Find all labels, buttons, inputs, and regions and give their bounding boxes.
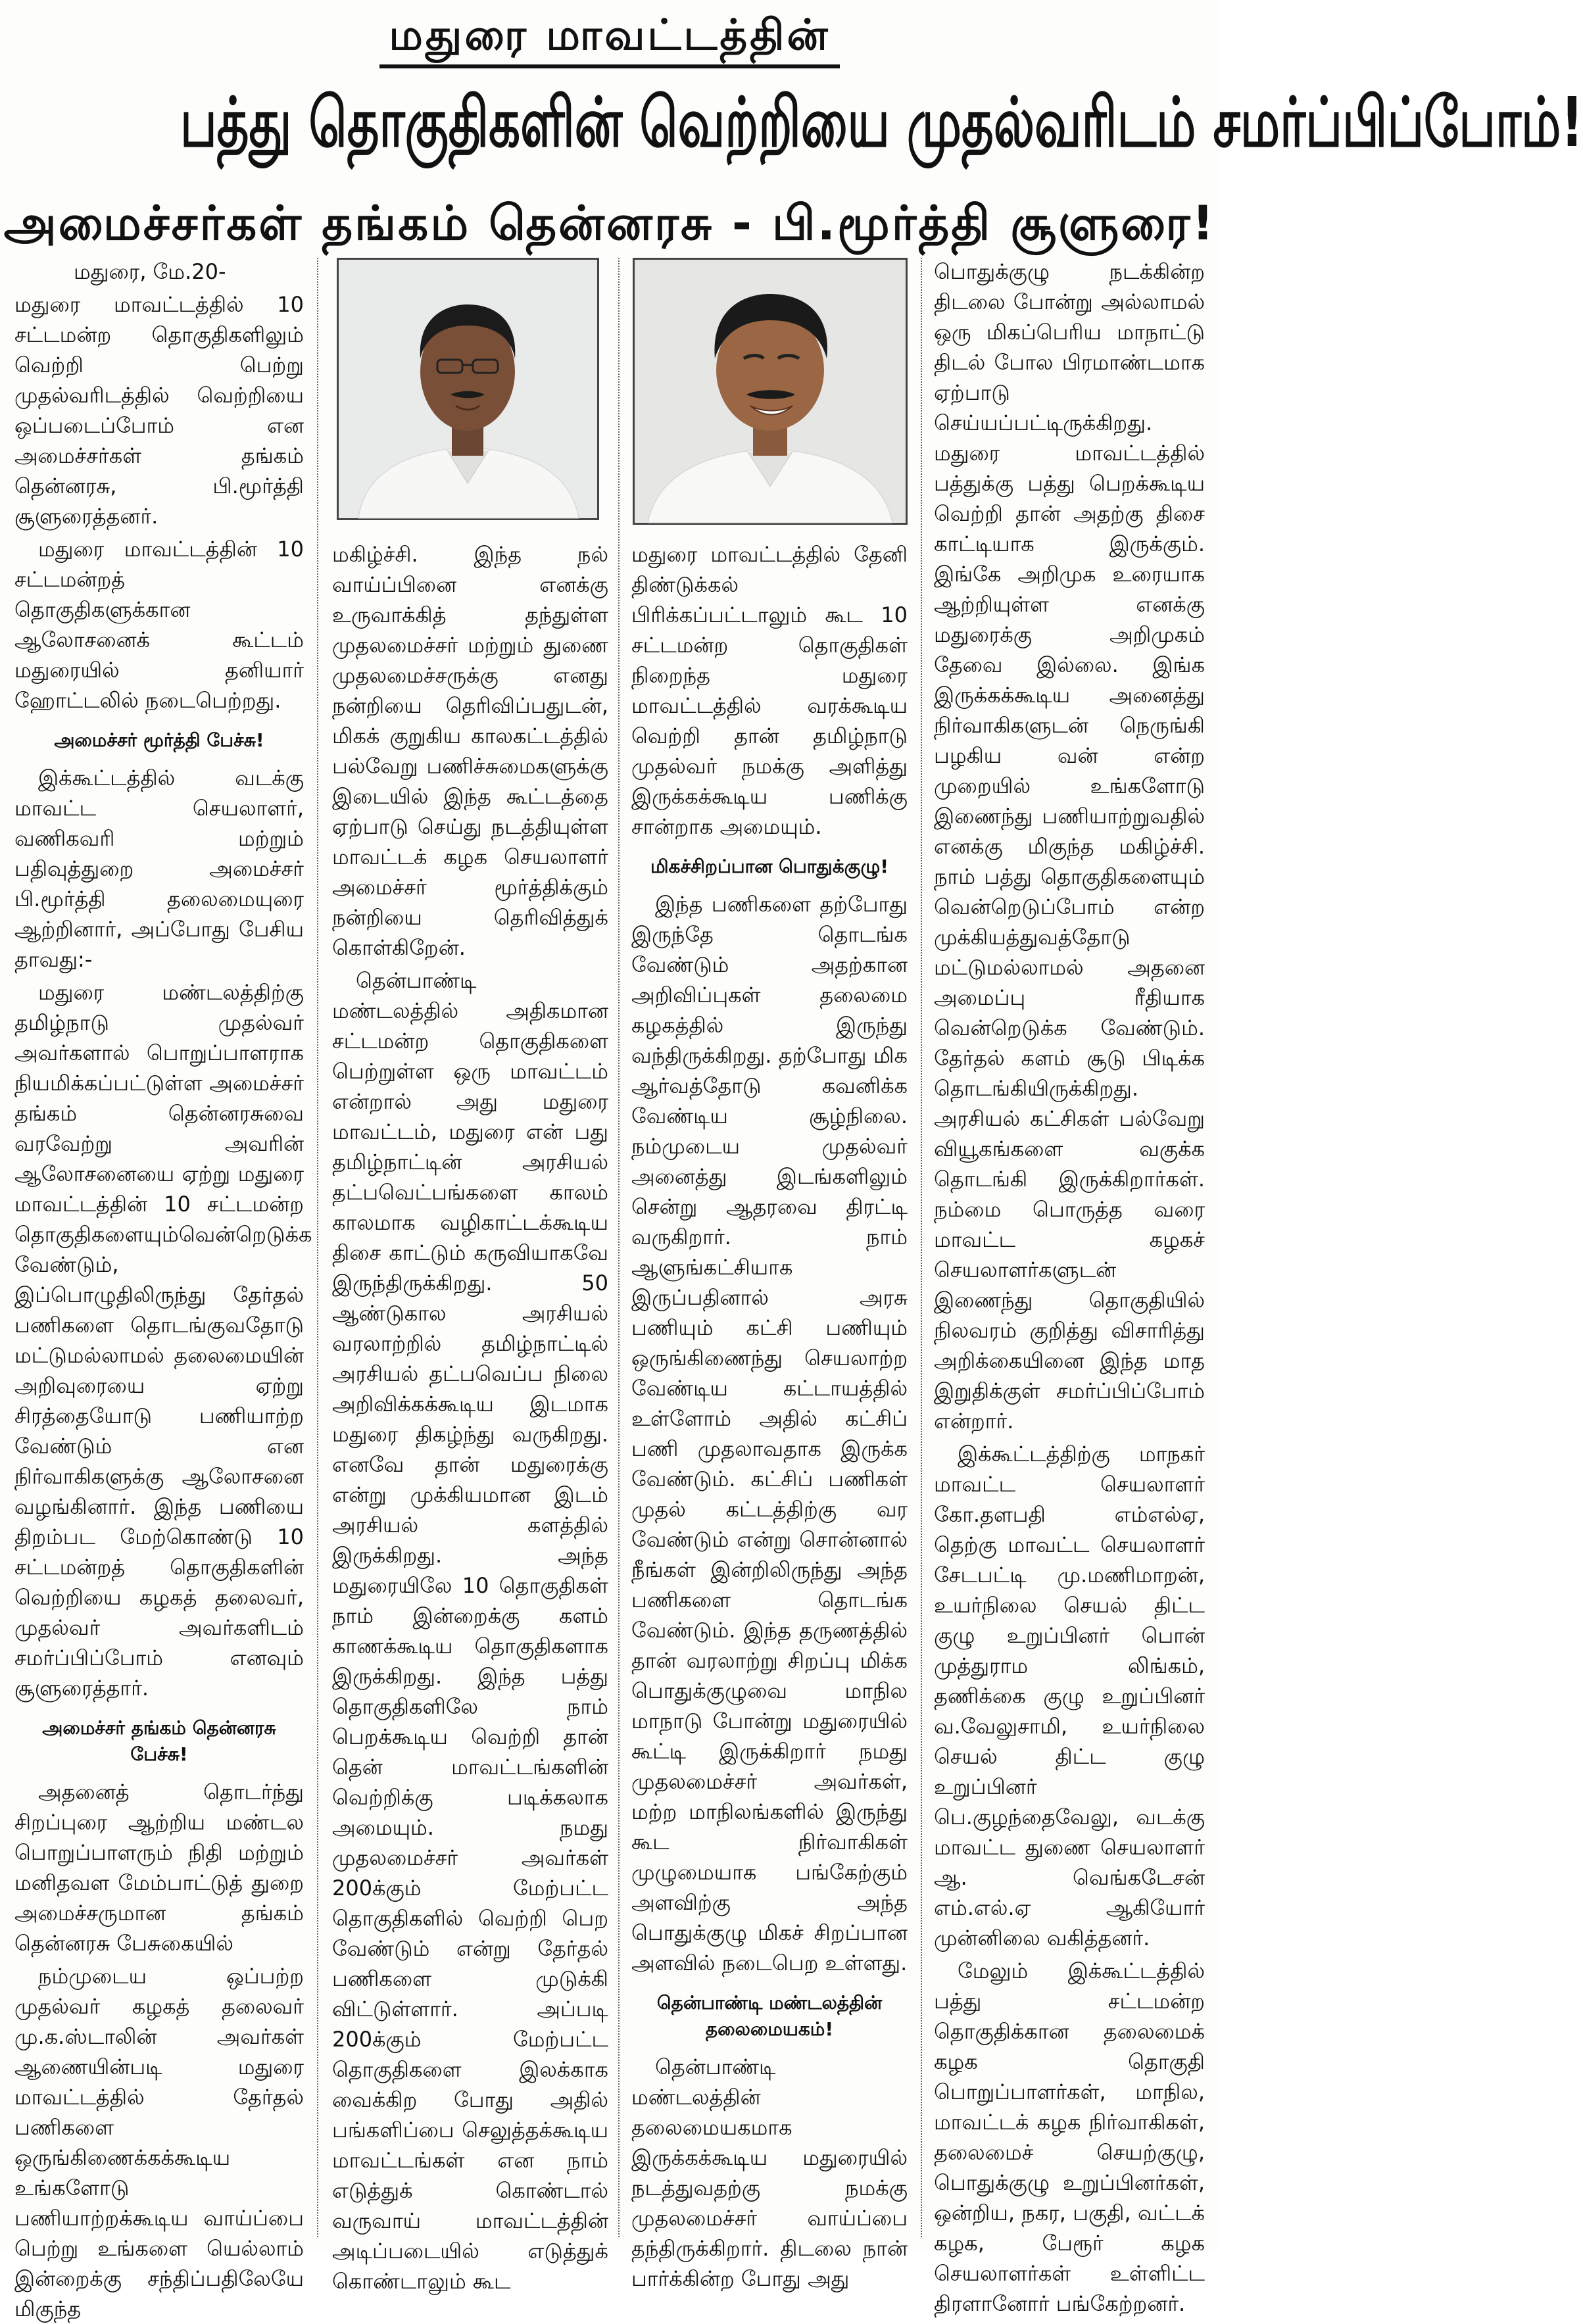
- subheadline: அமைச்சர்கள் தங்கம் தென்னரசு - பி.மூர்த்தி சூளுரை!: [3, 195, 1216, 251]
- paragraph: மதுரை மண்டலத்திற்கு தமிழ்நாடு முதல்வர் அவர்களால் பொறுப்பாளராக நியமிக்கப்பட்டுள்ள அமைச்சர் தங்கம் தென்னரசுவை வரவேற்று அவரின் ஆலோசனையை ஏற்று மதுரை மாவட்டத்தின் 10 சட்டமன்ற தொகுதிகளையும்வென்றெடுக்க வேண்டும், இப்பொழுதிலிருந்து தேர்தல் பணிகளை தொடங்குவதோடு மட்டுமல்லாமல் தலைமையின் அறிவுரையை ஏற்று சிரத்தையோடு பணியாற்ற வேண்டும் என நிர்வாகிகளுக்கு ஆலோசனை வழங்கினார். இந்த பணியை திறம்பட மேற்கொண்டு 10 சட்டமன்றத் தொகுதிகளின் வெற்றியை கழகத் தலைவர், முதல்வர் அவர்களிடம் சமர்ப்பிப்போம் எனவும் சூளுரைத்தார்.: [14, 980, 312, 1701]
- article-column-3: [631, 539, 908, 2291]
- paragraph: மகிழ்ச்சி. இந்த நல் வாய்ப்பினை எனக்கு உருவாக்கித் தந்துள்ள முதலமைச்சர் மற்றும் துணை முதலமைச்சருக்கு எனது நன்றியை தெரிவிப்பதுடன், மிகக் குறுகிய காலகட்டத்தில் பல்வேறு பணிச்சுமைகளுக்கு இடையில் இந்த கூட்டத்தை ஏற்பாடு செய்து நடத்தியுள்ள மாவட்டக் கழக செயலாளர் அமைச்சர் மூர்த்திக்கும் நன்றியை தெரிவித்துக் கொள்கிறேன்.: [332, 542, 608, 960]
- section-heading: அமைச்சர் மூர்த்தி பேச்சு!: [54, 729, 264, 751]
- paragraph: அதனைத் தொடர்ந்து சிறப்புரை ஆற்றிய மண்டல பொறுப்பாளரும் நிதி மற்றும் மனிதவள மேம்பாட்டுத் துறை அமைச்சருமான தங்கம் தென்னரசு பேசுகையில்: [14, 1779, 304, 1956]
- paragraph: மதுரை மாவட்டத்தின் 10 சட்டமன்றத் தொகுதிகளுக்கான ஆலோசனைக் கூட்டம் மதுரையில் தனியார் ஹோட்டலில் நடைபெற்றது.: [14, 537, 304, 713]
- kicker-wrap: [0, 12, 1219, 68]
- paragraph: இக்கூட்டத்தில் வடக்கு மாவட்ட செயலாளர், வணிகவரி மற்றும் பதிவுத்துறை அமைச்சர் பி.மூர்த்தி தலைமையுரை ஆற்றினார், அப்போது பேசிய தாவது:-: [14, 765, 304, 972]
- article-column-1: [14, 256, 312, 2321]
- paragraph: தென்பாண்டி மண்டலத்தில் அதிகமான சட்டமன்ற தொகுதிகளை பெற்றுள்ள ஒரு மாவட்டம் என்றால் அது மதுரை மாவட்டம், மதுரை என் பது தமிழ்நாட்டின் அரசியல் தட்பவெட்பங்களை காலம் காலமாக வழிகாட்டக்கூடிய திசை காட்டும் கருவியாகவே இருந்திருக்கிறது. 50 ஆண்டுகால அரசியல் வரலாற்றில் தமிழ்நாட்டில் அரசியல் தட்பவெப்ப நிலை அறிவிக்கக்கூடிய இடமாக மதுரை திகழ்ந்து வருகிறது. எனவே தான் மதுரைக்கு என்று முக்கியமான இடம் அரசியல் களத்தில் இருக்கிறது. அந்த மதுரையிலே 10 தொகுதிகள் நாம் இன்றைக்கு களம் காணக்கூடிய தொகுதிகளாக இருக்கிறது. இந்த பத்து தொகுதிகளிலே நாம் பெறக்கூடிய வெற்றி தான் தென் மாவட்டங்களின் வெற்றிக்கு படிக்கலாக அமையும். நமது முதலமைச்சர் அவர்கள் 200க்கும் மேற்பட்ட தொகுதிகளில் வெற்றி பெற வேண்டும் என்று தேர்தல் பணிகளை முடுக்கி விட்டுள்ளார். அப்படி 200க்கும் மேற்பட்ட தொகுதிகளை இலக்காக வைக்கிற போது அதில் பங்களிப்பை செலுத்தக்கூடிய மாவட்டங்கள் என நாம் எடுத்துக் கொண்டால் வருவாய் மாவட்டத்தின் அடிப்படையில் எடுத்துக் கொண்டாலும் கூட: [332, 968, 608, 2294]
- column-divider: [921, 258, 922, 2237]
- section-heading: அமைச்சர் தங்கம் தென்னரசு பேச்சு!: [42, 1717, 276, 1765]
- paragraph: இந்த பணிகளை தற்போது இருந்தே தொடங்க வேண்டும் அதற்கான அறிவிப்புகள் தலைமை கழகத்தில் இருந்து வந்திருக்கிறது. தற்போது மிக ஆர்வத்தோடு கவனிக்க வேண்டிய சூழ்நிலை. நம்முடைய முதல்வர் அனைத்து இடங்களிலும் சென்று ஆதரவை திரட்டி வருகிறார். நாம் ஆளுங்கட்சியாக இருப்பதினால் அரசு பணியும் கட்சி பணியும் ஒருங்கிணைந்து செயலாற்ற வேண்டிய கட்டாயத்தில் உள்ளோம் அதில் கட்சிப் பணி முதலாவதாக இருக்க வேண்டும். கட்சிப் பணிகள் முதல் கட்டத்திற்கு வர வேண்டும் என்று சொன்னால் நீங்கள் இன்றிலிருந்து அந்த பணிகளை தொடங்க வேண்டும். இந்த தருணத்தில் தான் வரலாற்று சிறப்பு மிக்க பொதுக்குழுவை மாநில மாநாடு போன்று மதுரையில் கூட்டி இருக்கிறார் நமது முதலமைச்சர் அவர்கள், மற்ற மாநிலங்களில் இருந்து கூட நிர்வாகிகள் முழுமையாக பங்கேற்கும் அளவிற்கு அந்த பொதுக்குழு மிகச் சிறப்பான அளவில் நடைபெற உள்ளது.: [631, 892, 908, 1975]
- portrait-image: [635, 260, 906, 523]
- portrait-image: [339, 260, 597, 518]
- paragraph: மேலும் இக்கூட்டத்தில் பத்து சட்டமன்ற தொகுதிக்கான தலைமைக் கழக தொகுதி பொறுப்பாளர்கள், மாநில, மாவட்டக் கழக நிர்வாகிகள், தலைமைச் செயற்குழு, பொதுக்குழு உறுப்பினர்கள், ஒன்றிய, நகர, பகுதி, வட்டக் கழக, பேரூர் கழக செயலாளர்கள் உள்ளிட்ட திரளானோர் பங்கேற்றனர்.: [934, 1958, 1205, 2316]
- column-divider: [618, 258, 620, 2237]
- paragraph: மதுரை மாவட்டத்தில் தேனி திண்டுக்கல் பிரிக்கப்பட்டாலும் கூட 10 சட்டமன்ற தொகுதிகள் நிறைந்த மதுரை மாவட்டத்தில் வரக்கூடிய வெற்றி தான் தமிழ்நாடு முதல்வர் நமக்கு அளித்து இருக்கக்கூடிய பணிக்கு சான்றாக அமையும்.: [631, 542, 908, 839]
- article-column-2: [332, 539, 608, 2294]
- minister-photo-right: [633, 258, 908, 525]
- paragraph: தென்பாண்டி மண்டலத்தின் தலைமையகமாக இருக்கக்கூடிய மதுரையில் நடத்துவதற்கு நமக்கு முதலமைச்சர் வாய்ப்பை தந்திருக்கிறார். திடலை நான் பார்க்கின்ற போது அது: [631, 2054, 908, 2291]
- dateline: மதுரை, மே.20-: [74, 259, 226, 284]
- minister-photo-left: [337, 258, 599, 520]
- paragraph: பொதுக்குழு நடக்கின்ற திடலை போன்று அல்லாமல் ஒரு மிகப்பெரிய மாநாட்டு திடல் போல பிரமாண்டமாக ஏற்பாடு செய்யப்பட்டிருக்கிறது. மதுரை மாவட்டத்தில் பத்துக்கு பத்து பெறக்கூடிய வெற்றி தான் அதற்கு திசை காட்டியாக இருக்கும். இங்கே அறிமுக உரையாக ஆற்றியுள்ள எனக்கு மதுரைக்கு அறிமுகம் தேவை இல்லை. இங்க இருக்கக்கூடிய அனைத்து நிர்வாகிகளுடன் நெருங்கி பழகிய வன் என்ற முறையில் உங்களோடு இணைந்து பணியாற்றுவதில் எனக்கு மிகுந்த மகிழ்ச்சி. நாம் பத்து தொகுதிகளையும் வென்றெடுப்போம் என்ற முக்கியத்துவத்தோடு மட்டுமல்லாமல் அதனை அமைப்பு ரீதியாக வென்றெடுக்க வேண்டும். தேர்தல் களம் சூடு பிடிக்க தொடங்கியிருக்கிறது. அரசியல் கட்சிகள் பல்வேறு வியூகங்களை வகுக்க தொடங்கி இருக்கிறார்கள். நம்மை பொருத்த வரை மாவட்ட கழகச் செயலாளர்களுடன் இணைந்து தொகுதியில் நிலவரம் குறித்து விசாரித்து அறிக்கையினை இந்த மாத இறுதிக்குள் சமர்ப்பிப்போம் என்றார்.: [934, 259, 1205, 1434]
- section-heading: தென்பாண்டி மண்டலத்தின் தலைமையகம்!: [656, 1992, 883, 2040]
- column-divider: [317, 258, 318, 2237]
- paragraph: இக்கூட்டத்திற்கு மாநகர் மாவட்ட செயலாளர் கோ.தளபதி எம்எல்ஏ, தெற்கு மாவட்ட செயலாளர் சேடபட்டி மு.மணிமாறன், உயர்நிலை செயல் திட்ட குழு உறுப்பினர் பொன் முத்துராம லிங்கம், தணிக்கை குழு உறுப்பினர் வ.வேலுசாமி, உயர்நிலை செயல் திட்ட குழு உறுப்பினர் பெ.குழந்தைவேலு, வடக்கு மாவட்ட துணை செயலாளர் ஆ. வெங்கடேசன் எம்.எல்.ஏ ஆகியோர் முன்னிலை வகித்தனர்.: [934, 1441, 1205, 1950]
- section-heading: மிகச்சிறப்பான பொதுக்குழு!: [650, 856, 889, 877]
- kicker: மதுரை மாவட்டத்தின்: [379, 12, 839, 68]
- paragraph: மதுரை மாவட்டத்தில் 10 சட்டமன்ற தொகுதிகளிலும் வெற்றி பெற்று முதல்வரிடத்தில் வெற்றியை ஒப்படைப்போம் என அமைச்சர்கள் தங்கம் தென்னரசு, பி.மூர்த்தி சூளுரைத்தனர்.: [14, 292, 304, 529]
- article-column-4: [934, 256, 1205, 2316]
- headline: பத்து தொகுதிகளின் வெற்றியை முதல்வரிடம் சமர்ப்பிப்போம்!: [180, 82, 1583, 162]
- paragraph: நம்முடைய ஒப்பற்ற முதல்வர் கழகத் தலைவர் மு.க.ஸ்டாலின் அவர்கள் ஆணையின்படி மதுரை மாவட்டத்தில் தேர்தல் பணிகளை ஒருங்கிணைக்கக்கூடிய உங்களோடு பணியாற்றக்கூடிய வாய்ப்பை பெற்று உங்களை யெல்லாம் இன்றைக்கு சந்திப்பதிலேயே மிகுந்த: [14, 1964, 304, 2321]
